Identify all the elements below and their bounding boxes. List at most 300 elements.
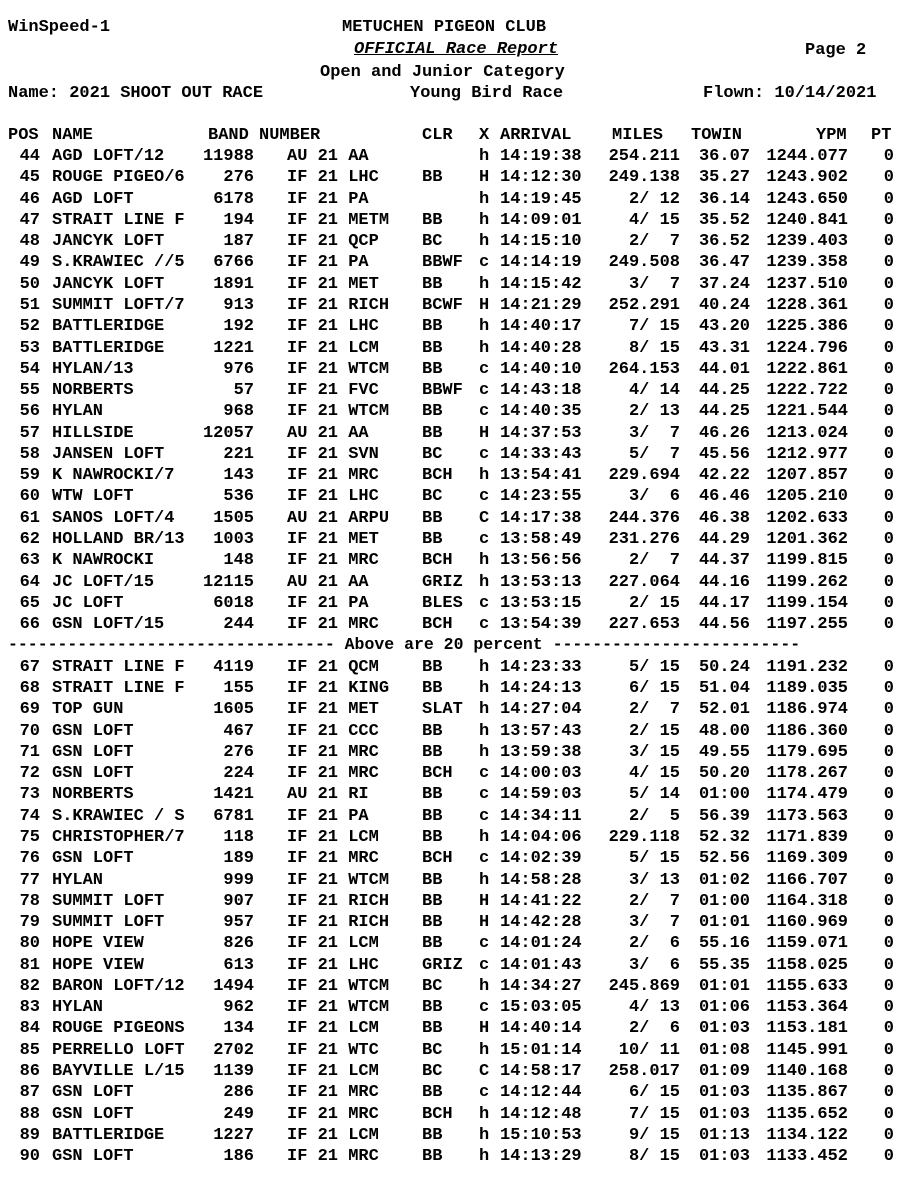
cell-pt: 0	[883, 657, 894, 677]
cell-arrival: 13:57:43	[500, 721, 582, 741]
cell-clr: BB	[422, 359, 443, 379]
cell-ypm: 1224.796	[766, 338, 848, 358]
cell-miles: 249.138	[608, 168, 680, 188]
program-name: WinSpeed-1	[8, 18, 111, 37]
cell-name: K NAWROCKI/7	[52, 466, 175, 486]
cell-towin: 01:03	[698, 1147, 750, 1167]
cell-clr: BC	[422, 232, 443, 252]
cell-band: 148	[223, 551, 254, 571]
cell-band: 143	[223, 466, 254, 486]
table-row	[0, 1125, 910, 1146]
table-row	[0, 1146, 910, 1167]
cell-towin: 44.29	[698, 530, 750, 550]
cell-x: c	[479, 849, 490, 869]
table-row	[0, 848, 910, 869]
cell-pos: 79	[19, 913, 40, 933]
cell-pt: 0	[883, 806, 894, 826]
cell-miles: 227.653	[608, 615, 680, 635]
table-row	[0, 721, 910, 742]
cell-pt: 0	[883, 870, 894, 890]
cell-x: c	[479, 955, 490, 975]
cell-towin: 44.25	[698, 402, 750, 422]
cell-clr: BB	[422, 338, 443, 358]
cell-pt: 0	[883, 508, 894, 528]
cell-arrival: 14:01:24	[500, 934, 582, 954]
cell-ypm: 1222.722	[766, 381, 848, 401]
cell-miles: 2/ 7	[628, 891, 680, 911]
cell-band-code: IF 21 LHC	[287, 317, 379, 337]
cell-towin: 43.20	[698, 317, 750, 337]
cell-towin: 48.00	[698, 721, 750, 741]
cell-x: h	[479, 551, 490, 571]
cell-arrival: 14:01:43	[500, 955, 582, 975]
table-row	[0, 572, 910, 593]
cell-x: h	[479, 1040, 490, 1060]
cell-name: S.KRAWIEC / S	[52, 806, 185, 826]
cell-miles: 3/ 6	[628, 487, 680, 507]
cell-band: 134	[223, 1019, 254, 1039]
cell-x: h	[479, 1125, 490, 1145]
cell-band-code: IF 21 MRC	[287, 764, 379, 784]
cell-arrival: 14:34:11	[500, 806, 582, 826]
cell-miles: 229.694	[608, 466, 680, 486]
cell-pt: 0	[883, 423, 894, 443]
cell-name: JC LOFT/15	[52, 572, 155, 592]
cell-clr: BB	[422, 423, 443, 443]
table-row	[0, 508, 910, 529]
cell-band: 155	[223, 679, 254, 698]
category: Open and Junior Category	[320, 63, 565, 82]
cell-miles: 6/ 15	[628, 1083, 680, 1103]
cell-pt: 0	[883, 444, 894, 464]
cell-x: h	[479, 1104, 490, 1124]
cell-clr: BB	[422, 168, 443, 188]
cell-name: STRAIT LINE F	[52, 679, 185, 698]
cell-towin: 44.25	[698, 381, 750, 401]
cell-x: H	[479, 168, 490, 188]
cell-pos: 56	[19, 402, 40, 422]
cell-name: HYLAN	[52, 998, 104, 1018]
cell-arrival: 14:40:14	[500, 1019, 582, 1039]
cell-towin: 55.16	[698, 934, 750, 954]
cell-pos: 57	[19, 423, 40, 443]
cell-ypm: 1240.841	[766, 210, 848, 230]
cell-ypm: 1174.479	[766, 785, 848, 805]
cell-arrival: 14:37:53	[500, 423, 582, 443]
cell-pos: 74	[19, 806, 40, 826]
cell-pt: 0	[883, 317, 894, 337]
cell-miles: 249.508	[608, 253, 680, 273]
cell-x: c	[479, 359, 490, 379]
cell-band-code: AU 21 AA	[287, 147, 369, 166]
cell-pt: 0	[883, 1062, 894, 1082]
cell-band-code: IF 21 LCM	[287, 1062, 379, 1082]
cell-pos: 67	[19, 657, 40, 677]
cell-band: 962	[223, 998, 254, 1018]
cell-ypm: 1205.210	[766, 487, 848, 507]
cell-pt: 0	[883, 1040, 894, 1060]
cell-band: 1891	[213, 274, 254, 294]
cell-band-code: IF 21 MRC	[287, 466, 379, 486]
cell-towin: 36.47	[698, 253, 750, 273]
cell-towin: 44.37	[698, 551, 750, 571]
cell-ypm: 1202.633	[766, 508, 848, 528]
table-row	[0, 210, 910, 231]
table-row	[0, 529, 910, 550]
cell-ypm: 1222.861	[766, 359, 848, 379]
cell-pos: 49	[19, 253, 40, 273]
cell-band-code: IF 21 LCM	[287, 1125, 379, 1145]
cell-clr: BB	[422, 721, 443, 741]
cell-miles: 4/ 15	[628, 210, 680, 230]
cell-towin: 46.38	[698, 508, 750, 528]
cell-pt: 0	[883, 934, 894, 954]
cell-band-code: IF 21 LHC	[287, 487, 379, 507]
cell-band-code: IF 21 RICH	[287, 891, 390, 911]
cell-pos: 53	[19, 338, 40, 358]
cell-pt: 0	[883, 615, 894, 635]
cell-arrival: 14:15:42	[500, 274, 582, 294]
cell-name: JC LOFT	[52, 593, 124, 613]
cell-miles: 2/ 12	[628, 189, 680, 209]
cell-arrival: 14:58:17	[500, 1062, 582, 1082]
cell-miles: 2/ 13	[628, 402, 680, 422]
col-band: BAND NUMBER	[208, 126, 321, 145]
cell-miles: 4/ 14	[628, 381, 680, 401]
cell-band: 1227	[213, 1125, 254, 1145]
cell-band: 2702	[213, 1040, 254, 1060]
cell-arrival: 14:34:27	[500, 976, 582, 996]
table-row	[0, 678, 910, 699]
cell-ypm: 1155.633	[766, 976, 848, 996]
cell-x: c	[479, 593, 490, 613]
cell-miles: 3/ 7	[628, 913, 680, 933]
cell-ypm: 1199.815	[766, 551, 848, 571]
cell-pos: 78	[19, 891, 40, 911]
cell-miles: 4/ 13	[628, 998, 680, 1018]
cell-pt: 0	[883, 785, 894, 805]
col-ypm: YPM	[816, 126, 847, 145]
cell-pos: 69	[19, 700, 40, 720]
cell-arrival: 14:12:44	[500, 1083, 582, 1103]
cell-pos: 82	[19, 976, 40, 996]
cell-miles: 229.118	[608, 827, 680, 847]
cell-x: c	[479, 806, 490, 826]
cell-name: GSN LOFT/15	[52, 615, 165, 635]
percent-separator: --------------------------------- Above are 20 percent -------------------------	[8, 635, 801, 655]
cell-ypm: 1173.563	[766, 806, 848, 826]
cell-name: GSN LOFT	[52, 721, 134, 741]
cell-ypm: 1159.071	[766, 934, 848, 954]
cell-pos: 63	[19, 551, 40, 571]
cell-x: h	[479, 274, 490, 294]
cell-arrival: 14:40:28	[500, 338, 582, 358]
cell-x: h	[479, 700, 490, 720]
cell-band-code: IF 21 MRC	[287, 1083, 379, 1103]
cell-x: C	[479, 1062, 490, 1082]
cell-ypm: 1145.991	[766, 1040, 848, 1060]
cell-miles: 7/ 15	[628, 317, 680, 337]
cell-pos: 81	[19, 955, 40, 975]
cell-band: 1605	[213, 700, 254, 720]
cell-towin: 01:03	[698, 1019, 750, 1039]
club-name: METUCHEN PIGEON CLUB	[342, 18, 547, 37]
table-row	[0, 401, 910, 422]
cell-clr: BB	[422, 934, 443, 954]
cell-x: c	[479, 934, 490, 954]
cell-pos: 48	[19, 232, 40, 252]
cell-pt: 0	[883, 827, 894, 847]
cell-ypm: 1158.025	[766, 955, 848, 975]
cell-band-code: IF 21 MET	[287, 530, 379, 550]
cell-ypm: 1221.544	[766, 402, 848, 422]
cell-pos: 83	[19, 998, 40, 1018]
cell-pt: 0	[883, 189, 894, 209]
cell-arrival: 14:42:28	[500, 913, 582, 933]
cell-ypm: 1225.386	[766, 317, 848, 337]
cell-clr: BCH	[422, 1104, 453, 1124]
cell-clr: BB	[422, 317, 443, 337]
cell-ypm: 1199.154	[766, 593, 848, 613]
cell-clr: BB	[422, 891, 443, 911]
cell-band: 6766	[213, 253, 254, 273]
cell-arrival: 13:54:41	[500, 466, 582, 486]
cell-ypm: 1243.902	[766, 168, 848, 188]
cell-pos: 65	[19, 593, 40, 613]
table-row	[0, 316, 910, 337]
cell-name: K NAWROCKI	[52, 551, 155, 571]
cell-band-code: IF 21 KING	[287, 679, 390, 698]
table-row	[0, 231, 910, 252]
cell-x: c	[479, 530, 490, 550]
table-row	[0, 550, 910, 571]
cell-band: 286	[223, 1083, 254, 1103]
cell-clr: BB	[422, 679, 443, 698]
table-row	[0, 274, 910, 295]
cell-arrival: 14:23:55	[500, 487, 582, 507]
cell-name: BATTLERIDGE	[52, 317, 165, 337]
race-type: Young Bird Race	[410, 84, 564, 103]
cell-pt: 0	[883, 253, 894, 273]
col-clr: CLR	[422, 126, 453, 145]
cell-pt: 0	[883, 1104, 894, 1124]
cell-name: SUMMIT LOFT/7	[52, 295, 185, 315]
cell-clr: BC	[422, 1062, 443, 1082]
cell-towin: 01:08	[698, 1040, 750, 1060]
cell-arrival: 15:03:05	[500, 998, 582, 1018]
cell-band-code: IF 21 METM	[287, 210, 390, 230]
cell-towin: 35.52	[698, 210, 750, 230]
cell-band-code: IF 21 WTCM	[287, 998, 390, 1018]
cell-towin: 36.14	[698, 189, 750, 209]
cell-name: STRAIT LINE F	[52, 657, 185, 677]
cell-x: h	[479, 466, 490, 486]
cell-band: 249	[223, 1104, 254, 1124]
cell-pos: 47	[19, 210, 40, 230]
table-row	[0, 1018, 910, 1039]
cell-miles: 3/ 7	[628, 274, 680, 294]
cell-x: C	[479, 508, 490, 528]
cell-pos: 87	[19, 1083, 40, 1103]
cell-pt: 0	[883, 572, 894, 592]
cell-name: GSN LOFT	[52, 1104, 134, 1124]
cell-x: h	[479, 147, 490, 166]
cell-band-code: IF 21 WTCM	[287, 976, 390, 996]
cell-ypm: 1153.181	[766, 1019, 848, 1039]
cell-miles: 2/ 7	[628, 551, 680, 571]
cell-pt: 0	[883, 147, 894, 166]
cell-clr: BB	[422, 913, 443, 933]
cell-pt: 0	[883, 402, 894, 422]
cell-miles: 244.376	[608, 508, 680, 528]
cell-band: 1139	[213, 1062, 254, 1082]
cell-band: 6018	[213, 593, 254, 613]
cell-clr: BB	[422, 274, 443, 294]
cell-x: c	[479, 764, 490, 784]
cell-band-code: IF 21 LCM	[287, 934, 379, 954]
col-pos: POS	[8, 126, 39, 145]
cell-miles: 9/ 15	[628, 1125, 680, 1145]
cell-band-code: IF 21 RICH	[287, 913, 390, 933]
cell-x: h	[479, 189, 490, 209]
cell-miles: 3/ 15	[628, 742, 680, 762]
cell-ypm: 1133.452	[766, 1147, 848, 1167]
cell-ypm: 1237.510	[766, 274, 848, 294]
cell-name: JANSEN LOFT	[52, 444, 165, 464]
cell-clr: GRIZ	[422, 572, 463, 592]
cell-ypm: 1178.267	[766, 764, 848, 784]
cell-pos: 76	[19, 849, 40, 869]
cell-pt: 0	[883, 764, 894, 784]
cell-pt: 0	[883, 359, 894, 379]
cell-towin: 52.32	[698, 827, 750, 847]
cell-towin: 56.39	[698, 806, 750, 826]
cell-arrival: 14:43:18	[500, 381, 582, 401]
cell-pos: 80	[19, 934, 40, 954]
cell-miles: 2/ 15	[628, 593, 680, 613]
cell-band: 1421	[213, 785, 254, 805]
cell-arrival: 14:15:10	[500, 232, 582, 252]
cell-band-code: IF 21 WTCM	[287, 870, 390, 890]
page-number: Page 2	[805, 41, 867, 60]
cell-band-code: IF 21 PA	[287, 253, 369, 273]
table-row	[0, 252, 910, 273]
cell-towin: 36.52	[698, 232, 750, 252]
table-row	[0, 976, 910, 997]
cell-clr: BB	[422, 657, 443, 677]
cell-miles: 10/ 11	[618, 1040, 680, 1060]
cell-clr: BLES	[422, 593, 463, 613]
cell-miles: 5/ 14	[628, 785, 680, 805]
table-row	[0, 1040, 910, 1061]
cell-name: GSN LOFT	[52, 1083, 134, 1103]
cell-pos: 45	[19, 168, 40, 188]
cell-arrival: 14:12:30	[500, 168, 582, 188]
table-row	[0, 827, 910, 848]
cell-miles: 6/ 15	[628, 679, 680, 698]
cell-band: 826	[223, 934, 254, 954]
cell-ypm: 1213.024	[766, 423, 848, 443]
cell-miles: 5/ 15	[628, 657, 680, 677]
cell-band: 187	[223, 232, 254, 252]
cell-band-code: IF 21 CCC	[287, 721, 379, 741]
cell-ypm: 1166.707	[766, 870, 848, 890]
cell-pos: 71	[19, 742, 40, 762]
cell-pos: 61	[19, 508, 40, 528]
cell-band: 11988	[202, 147, 254, 166]
cell-miles: 2/ 6	[628, 1019, 680, 1039]
table-row	[0, 486, 910, 507]
cell-clr: BC	[422, 1040, 443, 1060]
cell-name: HYLAN	[52, 402, 104, 422]
cell-towin: 50.20	[698, 764, 750, 784]
cell-clr: BB	[422, 870, 443, 890]
cell-pt: 0	[883, 1147, 894, 1167]
cell-x: c	[479, 615, 490, 635]
cell-band-code: IF 21 PA	[287, 189, 369, 209]
cell-clr: BBWF	[422, 253, 463, 273]
cell-band: 1494	[213, 976, 254, 996]
cell-ypm: 1140.168	[766, 1062, 848, 1082]
cell-arrival: 14:17:38	[500, 508, 582, 528]
cell-pt: 0	[883, 976, 894, 996]
cell-pt: 0	[883, 295, 894, 315]
cell-pos: 60	[19, 487, 40, 507]
cell-ypm: 1135.652	[766, 1104, 848, 1124]
cell-name: S.KRAWIEC //5	[52, 253, 185, 273]
cell-clr: BB	[422, 1125, 443, 1145]
cell-x: c	[479, 381, 490, 401]
cell-name: STRAIT LINE F	[52, 210, 185, 230]
cell-name: CHRISTOPHER/7	[52, 827, 185, 847]
cell-ypm: 1169.309	[766, 849, 848, 869]
cell-band-code: AU 21 AA	[287, 572, 369, 592]
cell-band: 536	[223, 487, 254, 507]
cell-pos: 75	[19, 827, 40, 847]
cell-towin: 01:13	[698, 1125, 750, 1145]
cell-clr: BB	[422, 785, 443, 805]
cell-pt: 0	[883, 487, 894, 507]
cell-x: h	[479, 210, 490, 230]
cell-clr: BB	[422, 1147, 443, 1167]
cell-x: h	[479, 827, 490, 847]
cell-pos: 54	[19, 359, 40, 379]
cell-clr: BC	[422, 976, 443, 996]
cell-band: 4119	[213, 657, 254, 677]
cell-x: h	[479, 572, 490, 592]
cell-towin: 44.01	[698, 359, 750, 379]
cell-towin: 44.17	[698, 593, 750, 613]
cell-towin: 01:02	[698, 870, 750, 890]
cell-band-code: IF 21 WTCM	[287, 402, 390, 422]
cell-ypm: 1197.255	[766, 615, 848, 635]
cell-band: 221	[223, 444, 254, 464]
table-row	[0, 870, 910, 891]
cell-x: h	[479, 679, 490, 698]
table-row	[0, 742, 910, 763]
cell-band: 467	[223, 721, 254, 741]
cell-pos: 64	[19, 572, 40, 592]
cell-x: h	[479, 657, 490, 677]
cell-name: NORBERTS	[52, 785, 134, 805]
cell-x: c	[479, 1083, 490, 1103]
flown-date: Flown: 10/14/2021	[703, 84, 877, 103]
cell-arrival: 14:24:13	[500, 679, 582, 698]
col-pt: PT	[871, 126, 892, 145]
cell-clr: BB	[422, 508, 443, 528]
cell-band-code: IF 21 WTCM	[287, 359, 390, 379]
cell-towin: 45.56	[698, 444, 750, 464]
